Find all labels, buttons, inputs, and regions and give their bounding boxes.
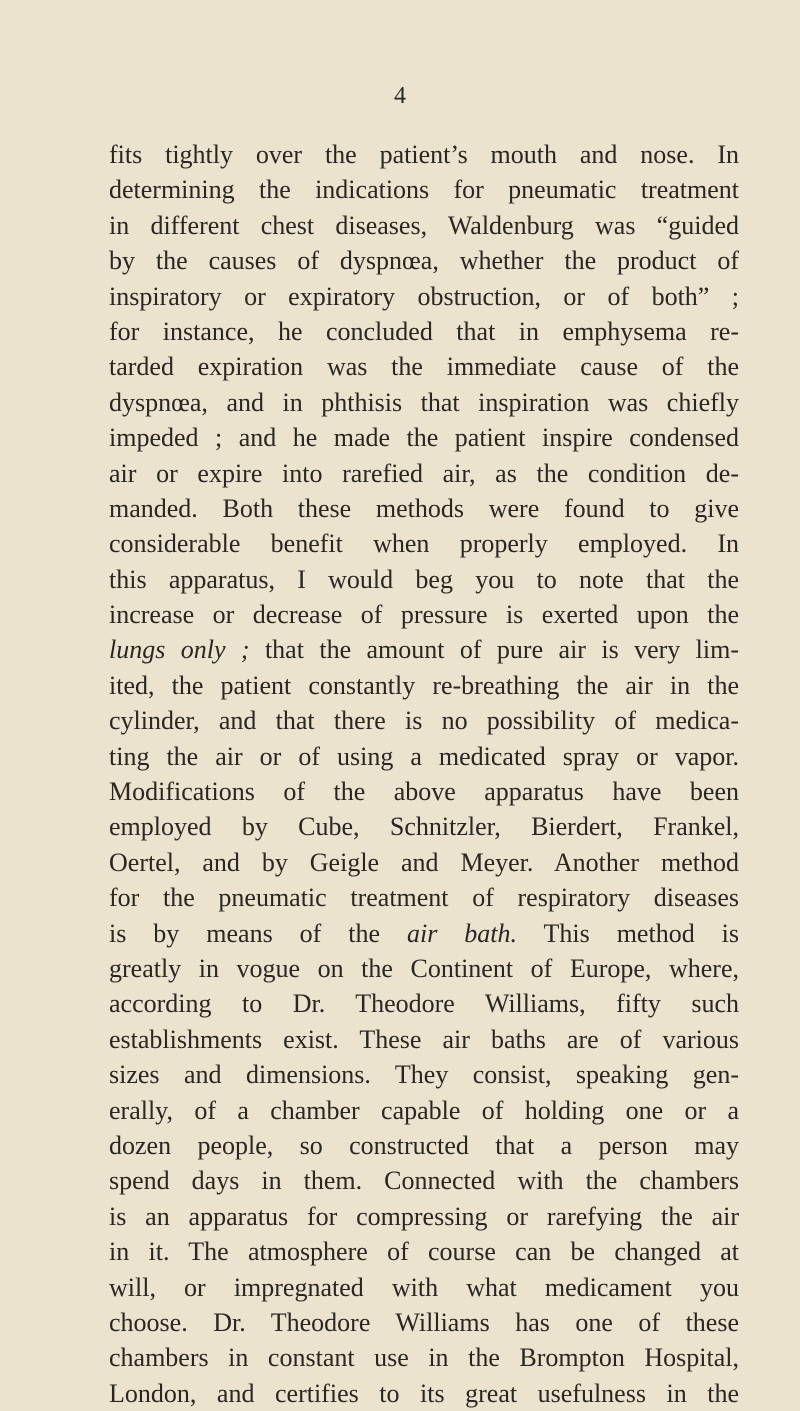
text-line (109, 845, 739, 880)
text-line (109, 668, 739, 703)
page-number: 4 (394, 83, 406, 109)
text-run: erally, of a chamber capable of holding one or a (109, 1095, 739, 1125)
text-line (109, 243, 739, 278)
text-line (109, 208, 739, 243)
body-text (109, 137, 739, 1411)
text-run: ited, the patient constantly re-breathing the air in the (109, 670, 739, 700)
text-line (109, 1234, 739, 1269)
text-line (109, 1163, 739, 1198)
text-run: manded. Both these methods were found to give (109, 493, 739, 523)
text-line (109, 739, 739, 774)
text-line (109, 1128, 739, 1163)
text-run: this apparatus, I would beg you to note that the (109, 564, 739, 594)
text-run: in different chest diseases, Waldenburg was “guided (109, 210, 739, 240)
text-line (109, 172, 739, 207)
text-line (109, 597, 739, 632)
text-line (109, 137, 739, 172)
text-run: Modifications of the above apparatus have been (109, 777, 739, 807)
text-line (109, 1376, 739, 1411)
text-line (109, 774, 739, 809)
text-line (109, 456, 739, 491)
text-run: cylinder, and that there is no possibility of medica- (109, 706, 739, 736)
text-run: is by means of the (109, 918, 407, 948)
text-line (109, 385, 739, 420)
text-run: Oertel, and by Geigle and Meyer. Another method (109, 847, 739, 877)
text-line (109, 880, 739, 915)
text-line (109, 349, 739, 384)
text-line (109, 279, 739, 314)
text-run: by the causes of dyspnœa, whether the product of (109, 246, 739, 276)
text-line (109, 809, 739, 844)
text-line (109, 491, 739, 526)
text-line (109, 916, 739, 951)
text-run: inspiratory or expiratory obstruction, or of both” ; (109, 281, 739, 311)
text-run: greatly in vogue on the Continent of Europe, where, (109, 953, 739, 983)
text-run: dozen people, so constructed that a person may (109, 1130, 739, 1160)
text-line (109, 420, 739, 455)
text-run: choose. Dr. Theodore Williams has one of these (109, 1307, 739, 1337)
text-run: London, and certifies to its great usefulness in the (109, 1378, 739, 1408)
italic-text: lungs only ; (109, 635, 250, 665)
text-run: employed by Cube, Schnitzler, Bierdert, Frankel, (109, 812, 739, 842)
text-line (109, 562, 739, 597)
text-run: increase or decrease of pressure is exerted upon the (109, 600, 739, 630)
text-line (109, 1022, 739, 1057)
text-run: will, or impregnated with what medicament you (109, 1272, 739, 1302)
text-run: air or expire into rarefied air, as the condition de- (109, 458, 739, 488)
text-run: This method is (517, 918, 739, 948)
text-run: considerable benefit when properly employed. In (109, 529, 739, 559)
text-line (109, 951, 739, 986)
italic-text: air bath. (407, 918, 518, 948)
text-line (109, 1340, 739, 1375)
text-line (109, 986, 739, 1021)
text-line (109, 1305, 739, 1340)
text-run: in it. The atmosphere of course can be changed at (109, 1237, 739, 1267)
text-run: chambers in constant use in the Brompton Hospital, (109, 1343, 739, 1373)
text-run: determining the indications for pneumatic treatment (109, 175, 739, 205)
text-run: impeded ; and he made the patient inspire condensed (109, 423, 739, 453)
text-run: that the amount of pure air is very lim- (249, 635, 739, 665)
text-line (109, 632, 739, 667)
text-run: ting the air or of using a medicated spray or vapor. (109, 741, 739, 771)
text-run: for instance, he concluded that in emphysema re- (109, 316, 739, 346)
text-line (109, 1270, 739, 1305)
text-line (109, 703, 739, 738)
text-run: fits tightly over the patient’s mouth and nose. In (109, 140, 739, 169)
text-run: is an apparatus for compressing or rarefying the air (109, 1201, 739, 1231)
text-line (109, 314, 739, 349)
text-run: establishments exist. These air baths are of various (109, 1024, 739, 1054)
text-run: according to Dr. Theodore Williams, fifty such (109, 989, 739, 1019)
text-run: sizes and dimensions. They consist, speaking gen- (109, 1060, 739, 1090)
text-run: for the pneumatic treatment of respiratory diseases (109, 883, 739, 913)
text-line (109, 1199, 739, 1234)
text-run: spend days in them. Connected with the chambers (109, 1166, 739, 1196)
text-line (109, 1057, 739, 1092)
text-run: tarded expiration was the immediate cause of the (109, 352, 739, 382)
text-line (109, 526, 739, 561)
text-run: dyspnœa, and in phthisis that inspiration was chiefly (109, 387, 739, 417)
text-line (109, 1093, 739, 1128)
